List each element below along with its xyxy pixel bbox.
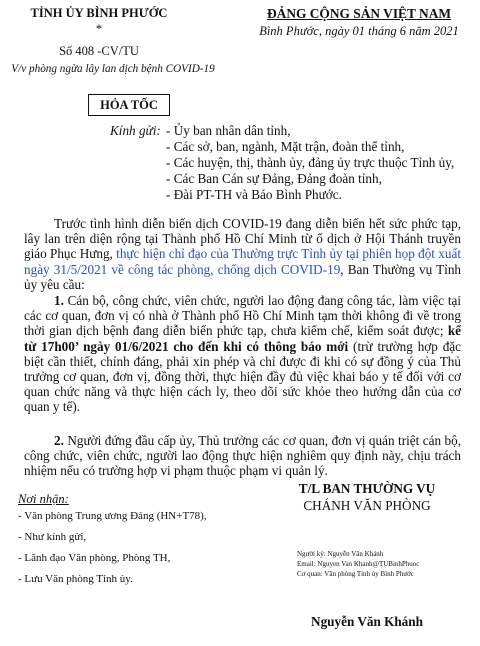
organization-star: * [95,22,103,36]
intro-highlighted-text: thực hiện chỉ đạo của Thường trực Tỉnh ủy tại phiên họp đột xuất ngày 31/5/2021 về công tác phòng, chống dịch COVID-19 [24,246,461,277]
recipient-item: - Các sở, ban, ngành, Mặt trận, đoàn thể tỉnh, [166,139,405,154]
recipient-item: - Đài PT-TH và Báo Bình Phước. [166,187,342,202]
issuing-organization: TỈNH ỦY BÌNH PHƯỚC [30,6,168,20]
item-number: 1. [54,293,64,308]
distribution-item: - Văn phòng Trung ương Đảng (HN+T78), [18,510,207,522]
item-number: 2. [54,433,64,448]
signature-position: CHÁNH VĂN PHÒNG [303,498,431,513]
recipient-item: - Các huyện, thị, thành ủy, đảng ủy trực thuộc Tỉnh ủy, [166,155,455,170]
signer-email: Email: Nguyen Van Khanh@TUBinhPhuoc [297,560,420,568]
item-text: Người đứng đầu cấp ủy, Thủ trưởng các cơ quan, đơn vị quán triệt cán bộ, công chức, viên chức, người lao động thực hiện nghiêm quy định này, chịu trách nhiệm nếu có trường hợp vi phạm thuộc phạm vi quản lý. [24,433,461,479]
urgency-stamp: HỎA TỐC [88,94,170,116]
intro-paragraph [24,216,461,292]
signer-name: Nguyễn Văn Khánh [311,614,423,629]
item-bold-text: kể từ 17h00’ ngày 01/6/2021 cho đến khi có thông báo mới [24,323,461,354]
intro-text-end: , Ban Thường vụ Tỉnh ủy yêu cầu: [24,261,462,292]
item-text-end: (trừ trường hợp đặc biệt cần thiết, chính đáng, phải xin phép và chỉ được đi khi có sự đồng ý của Thủ trưởng cơ quan, đơn vị, đồng thời, thực hiện đầy đủ việc khai báo y tế đối với cơ quan chức năng và thực hiện cách ly, theo dõi sức khỏe theo hướng dẫn của cơ quan y tế). [24,338,461,415]
distribution-label: Nơi nhận: [18,492,69,506]
document-number: Số 408 -CV/TU [59,44,139,58]
signer-line: Người ký: Nguyễn Văn Khánh [297,550,384,558]
distribution-item: - Lưu Văn phòng Tỉnh ủy. [18,573,133,585]
recipient-item: - Ủy ban nhân dân tỉnh, [166,123,291,138]
signer-agency: Cơ quan: Văn phòng Tỉnh ủy Bình Phước [297,570,414,578]
document-subject: V/v phòng ngừa lây lan dịch bệnh COVID-19 [11,63,215,75]
item-text: Cán bộ, công chức, viên chức, người lao động đang công tác, làm việc tại các cơ quan, đơn vị có nhà ở Thành phố Hồ Chí Minh tạm thời không đi về trong thời gian dịch bệnh đang diễn biến phức tạp, chưa kiểm chế, kiểm soát được; [24,293,461,339]
recipient-item: - Các Ban Cán sự Đảng, Đảng đoàn tỉnh, [166,171,382,186]
directive-item-2 [24,433,461,479]
intro-text: Trước tình hình diễn biến dịch COVID-19 đang diễn biến hết sức phức tạp, lây lan trên diện rộng tại Thành phố Hồ Chí Minh từ ổ dịch ở Hội Thánh truyền giáo Phục Hưng, [24,216,461,262]
distribution-item: - Lãnh đạo Văn phòng, Phòng TH, [18,552,171,564]
distribution-item: - Như kính gửi, [18,531,87,543]
directive-item-1 [24,293,461,415]
place-and-date: Bình Phước, ngày 01 tháng 6 năm 2021 [259,24,459,38]
signature-on-behalf: T/L BAN THƯỜNG VỤ [298,481,436,496]
party-name: ĐẢNG CỘNG SẢN VIỆT NAM [266,6,452,21]
recipients-label: Kính gửi: [110,123,161,138]
